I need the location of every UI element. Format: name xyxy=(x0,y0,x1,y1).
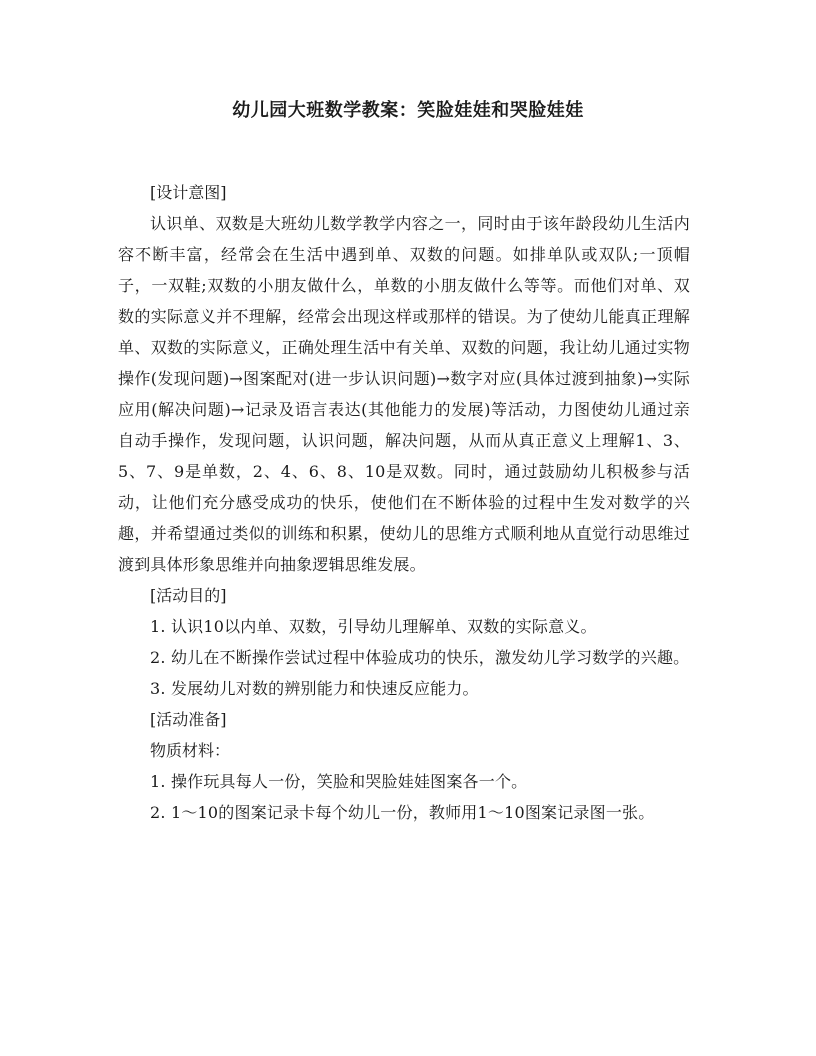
activity-goal-3: 3. 发展幼儿对数的辨别能力和快速反应能力。 xyxy=(150,679,479,698)
activity-preparation-heading: [活动准备] xyxy=(150,710,227,729)
material-item-2: 2. 1～10的图案记录卡每个幼儿一份，教师用1～10图案记录图一张。 xyxy=(150,803,655,822)
activity-goals-heading: [活动目的] xyxy=(150,586,227,605)
activity-goal-2: 2. 幼儿在不断操作尝试过程中体验成功的快乐，激发幼儿学习数学的兴趣。 xyxy=(150,648,690,667)
materials-label: 物质材料： xyxy=(150,741,231,760)
document-body xyxy=(118,177,690,828)
design-intent-heading: [设计意图] xyxy=(150,183,227,202)
design-intent-paragraph: 认识单、双数是大班幼儿数学教学内容之一，同时由于该年龄段幼儿生活内容不断丰富，经常会在生活中遇到单、双数的问题。如排单队或双队;一顶帽子，一双鞋;双数的小朋友做什么，单数的小朋友做什么等等。而他们对单、双数的实际意义并不理解，经常会出现这样或那样的错误。为了使幼儿能真正理解单、双数的实际意义，正确处理生活中有关单、双数的问题，我让幼儿通过实物操作(发现问题)→图案配对(进一步认识问题)→数字对应(具体过渡到抽象)→实际应用(解决问题)→记录及语言表达(其他能力的发展)等活动，力图使幼儿通过亲自动手操作，发现问题，认识问题，解决问题，从而从真正意义上理解1、3、5、7、9是单数，2、4、6、8、10是双数。同时，通过鼓励幼儿积极参与活动，让他们充分感受成功的快乐，使他们在不断体验的过程中生发对数学的兴趣，并希望通过类似的训练和积累，使幼儿的思维方式顺利地从直觉行动思维过渡到具体形象思维并向抽象逻辑思维发展。 xyxy=(118,214,690,574)
activity-goal-1: 1. 认识10以内单、双数，引导幼儿理解单、双数的实际意义。 xyxy=(150,617,597,636)
material-item-1: 1. 操作玩具每人一份，笑脸和哭脸娃娃图案各一个。 xyxy=(150,772,528,791)
document-title: 幼儿园大班数学教案：笑脸娃娃和哭脸娃娃 xyxy=(232,100,584,121)
